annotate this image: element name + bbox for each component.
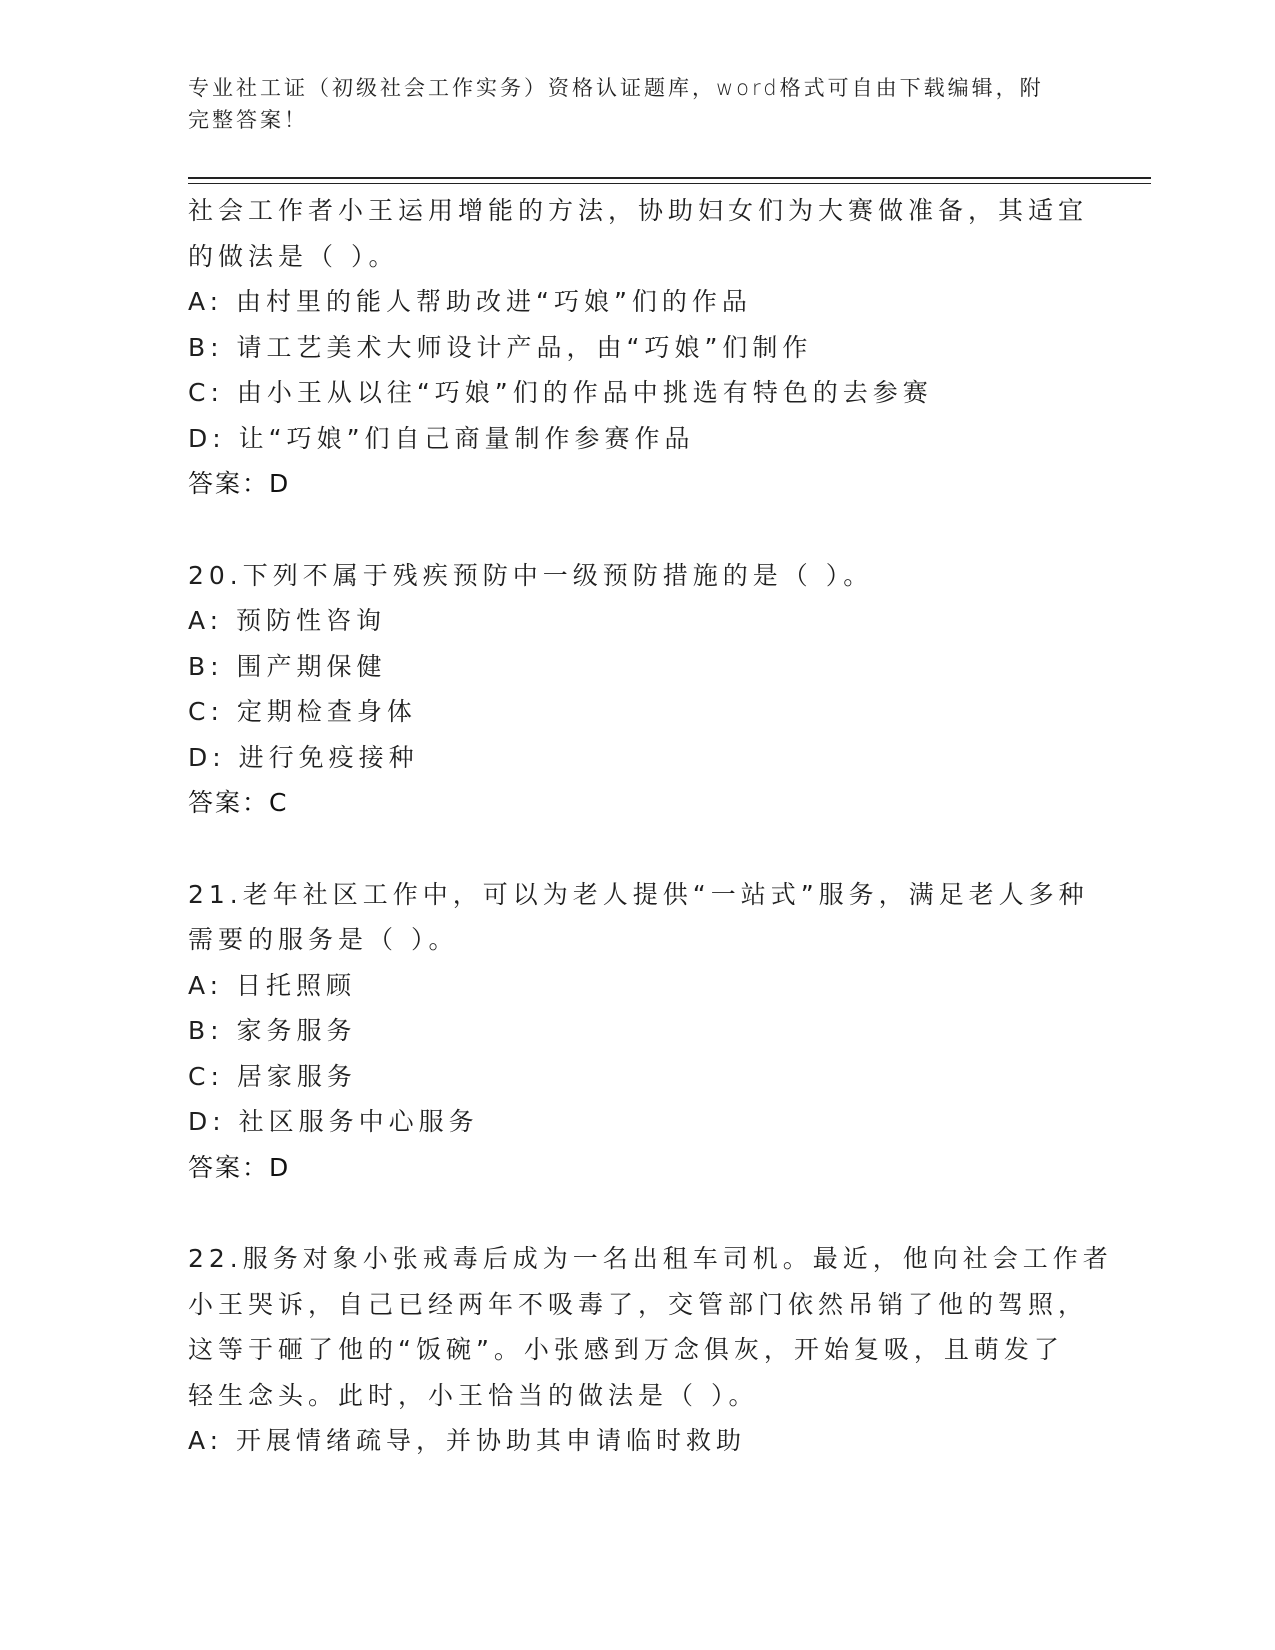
question-22: [188, 1236, 1113, 1464]
header-title-line-1: 专业社工证（初级社会工作实务）资格认证题库，word格式可自由下载编辑，附: [188, 76, 1044, 100]
question-spacer: [188, 1190, 1088, 1236]
question-spacer: [188, 826, 1088, 872]
header-divider-thin: [188, 183, 1151, 184]
question-19-stem-line-2: 的做法是（ ）。: [188, 241, 399, 271]
question-22-stem-line-1: 22.服务对象小张戒毒后成为一名出租车司机。最近，他向社会工作者: [188, 1244, 1113, 1273]
question-20-option-d: D: 进行免疫接种: [188, 742, 419, 772]
question-21-option-d: D: 社区服务中心服务: [188, 1107, 479, 1136]
document-header: [188, 72, 1088, 136]
question-21-stem-line-2: 需要的服务是（ ）。: [188, 925, 459, 954]
header-title-line-2: 完整答案！: [188, 108, 308, 132]
question-21: [188, 872, 1088, 1191]
question-21-option-b: B: 家务服务: [188, 1016, 357, 1045]
question-22-stem-line-2: 小王哭诉，自己已经两年不吸毒了，交管部门依然吊销了他的驾照，: [188, 1289, 1089, 1319]
question-19-answer: 答案：D: [188, 469, 291, 498]
question-22-stem-line-4: 轻生念头。此时，小王恰当的做法是（ ）。: [188, 1380, 759, 1410]
question-19-option-c: C: 由小王从以往“巧娘”们的作品中挑选有特色的去参赛: [188, 378, 933, 407]
question-19-option-d: D: 让“巧娘”们自己商量制作参赛作品: [188, 423, 695, 453]
question-22-stem-line-3: 这等于砸了他的“饭碗”。小张感到万念俱灰，开始复吸，且萌发了: [188, 1335, 1064, 1364]
question-list: [188, 188, 1113, 1464]
question-19-stem-line-1: 社会工作者小王运用增能的方法，协助妇女们为大赛做准备，其适宜: [188, 196, 1089, 225]
question-20-option-b: B: 围产期保健: [188, 651, 387, 681]
question-21-option-a: A: 日托照顾: [188, 970, 357, 1000]
question-20-option-c: C: 定期检查身体: [188, 697, 417, 726]
question-21-stem-line-1: 21.老年社区工作中，可以为老人提供“一站式”服务，满足老人多种: [188, 879, 1089, 909]
question-21-option-c: C: 居家服务: [188, 1061, 357, 1091]
question-19-option-b: B: 请工艺美术大师设计产品，由“巧娘”们制作: [188, 332, 813, 362]
question-spacer: [188, 507, 1088, 553]
question-20-stem-line-1: 20.下列不属于残疾预防中一级预防措施的是（ ）。: [188, 560, 874, 590]
question-20: [188, 553, 1088, 826]
question-19: [188, 188, 1088, 507]
question-19-option-a: A: 由村里的能人帮助改进“巧娘”们的作品: [188, 287, 752, 316]
question-20-answer: 答案：C: [188, 788, 289, 817]
header-divider-thick: [188, 177, 1151, 179]
question-22-option-a: A: 开展情绪疏导，并协助其申请临时救助: [188, 1426, 747, 1455]
question-21-answer: 答案：D: [188, 1152, 291, 1182]
question-20-option-a: A: 预防性咨询: [188, 606, 387, 635]
